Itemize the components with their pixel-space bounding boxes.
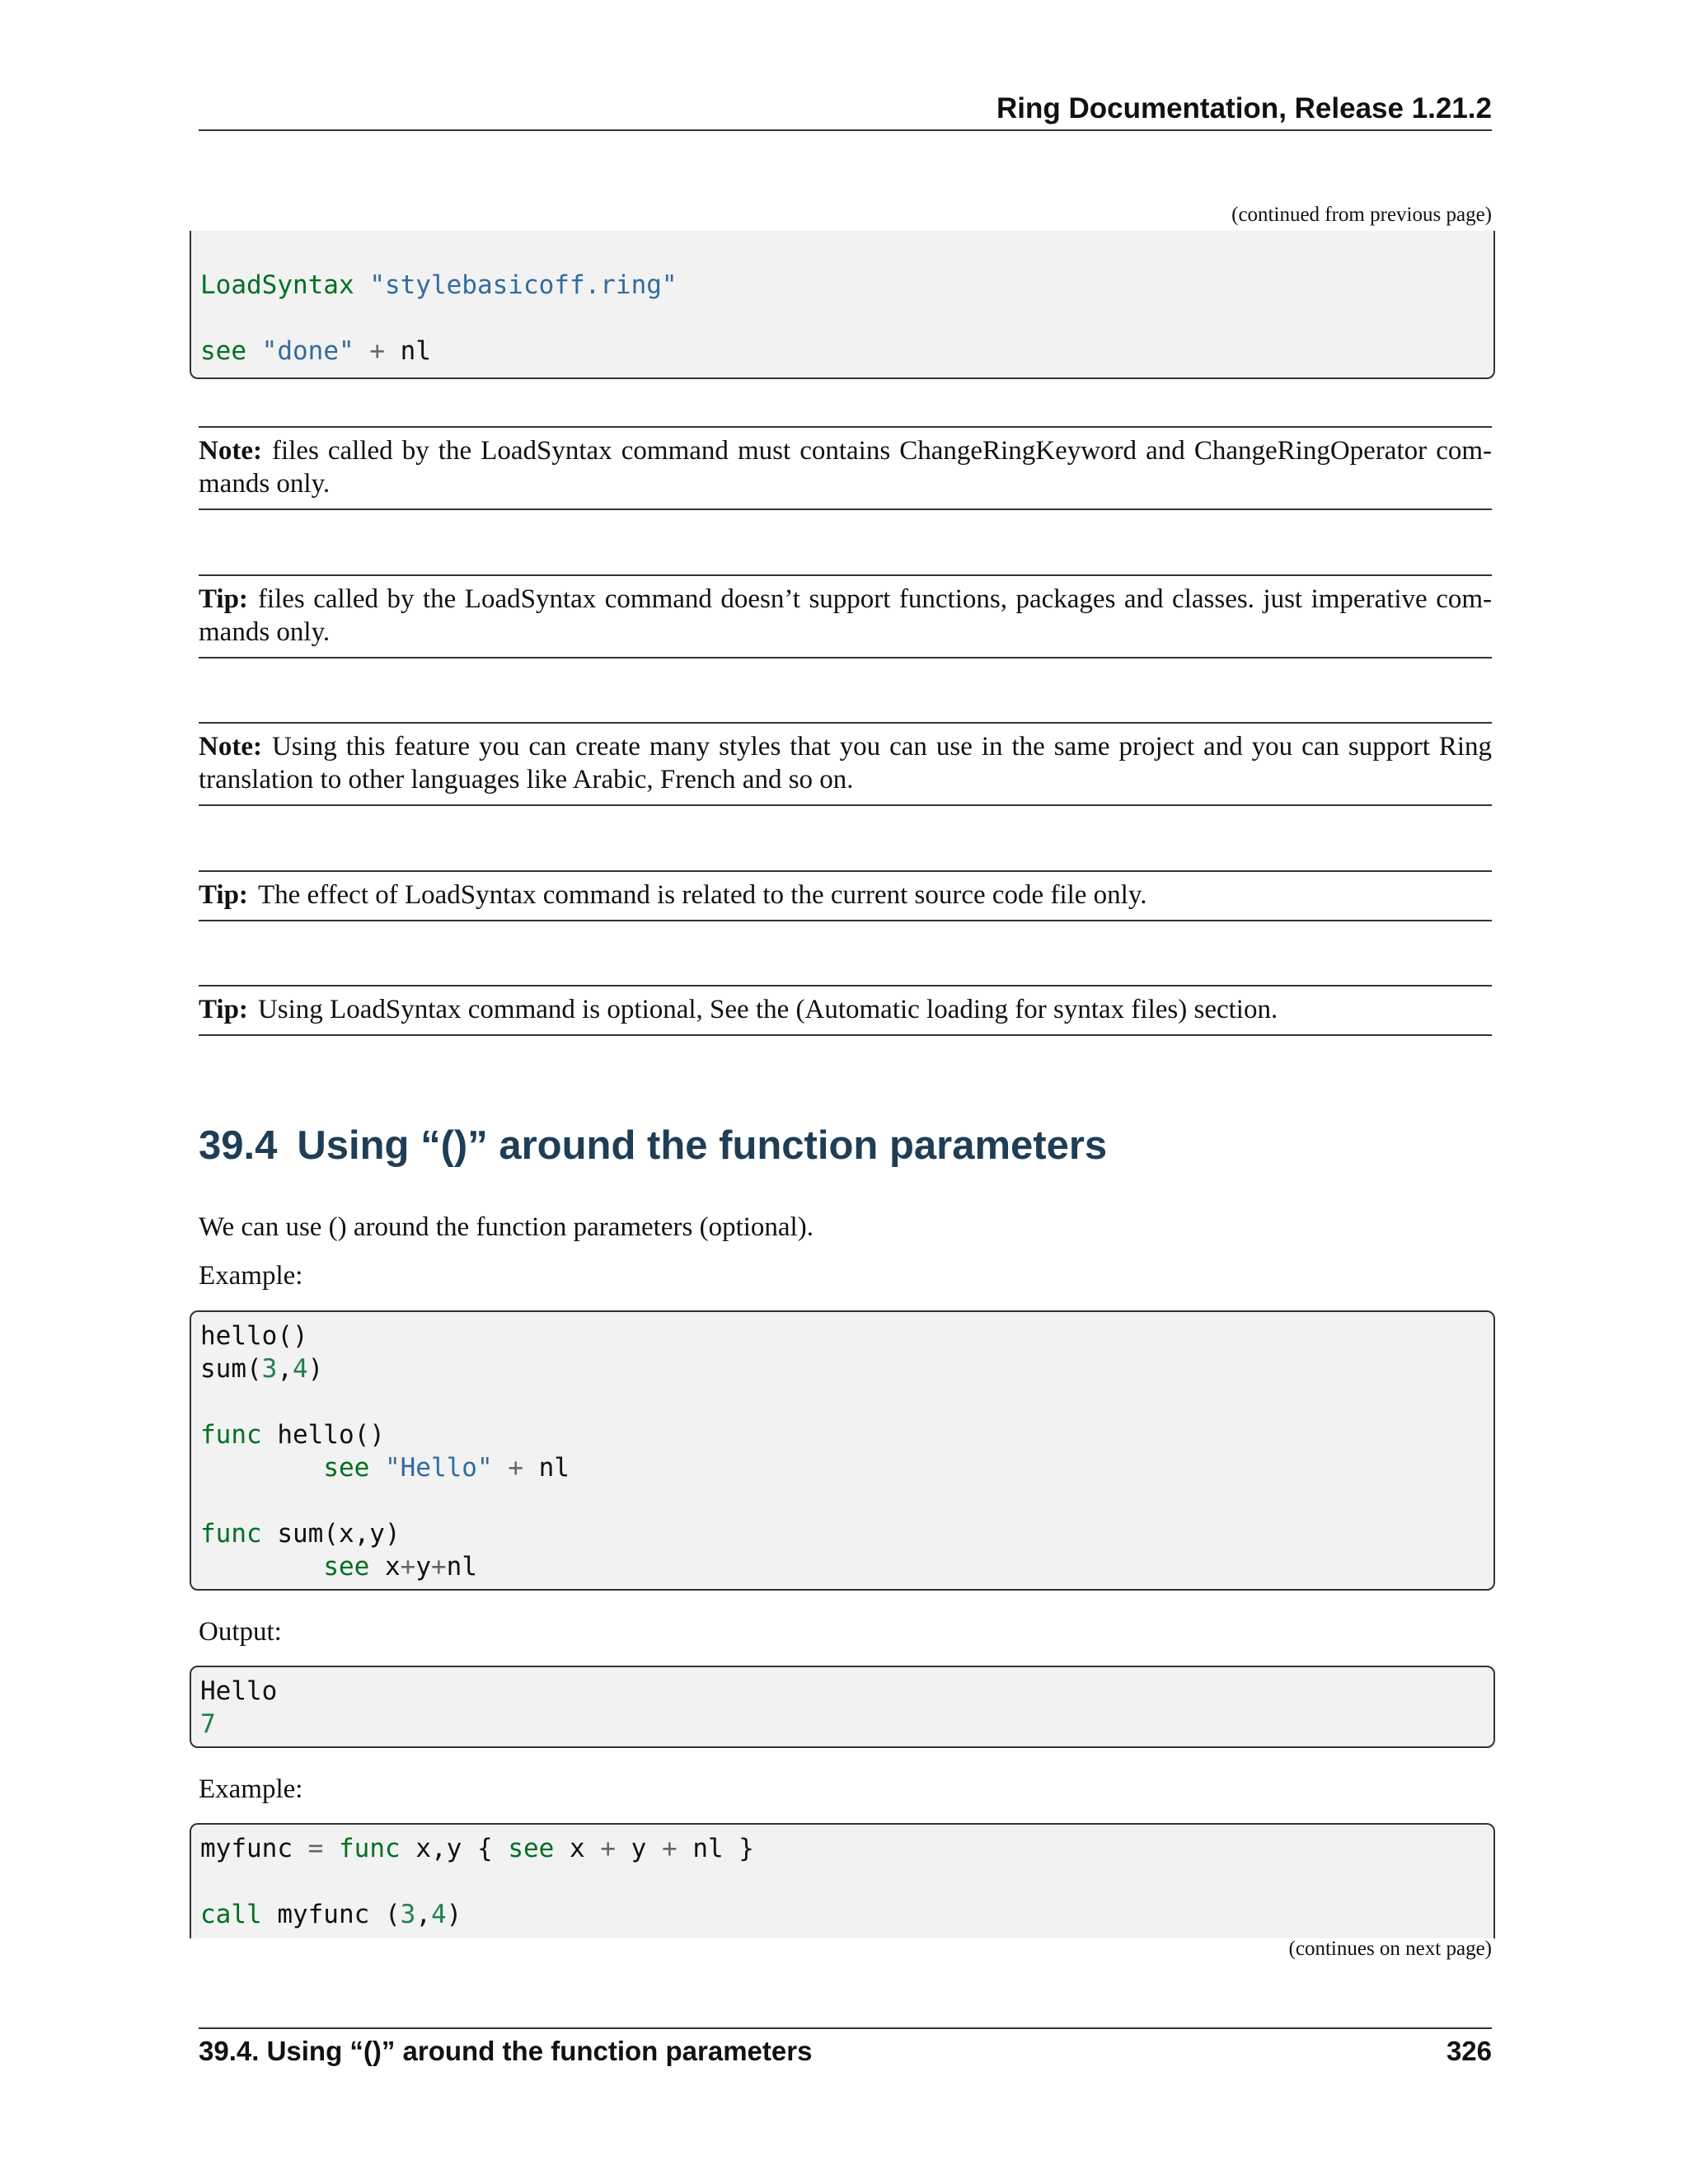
code-line bbox=[200, 1517, 1493, 1550]
code-line-blank bbox=[200, 302, 1493, 335]
code-line bbox=[200, 1898, 1493, 1931]
admonition-label: Note: bbox=[199, 732, 262, 762]
keyword: see bbox=[200, 336, 246, 366]
code-line: hello() bbox=[200, 1321, 308, 1351]
intro-paragraph: We can use () around the function parameters (optional). bbox=[199, 1212, 814, 1242]
code-line-blank bbox=[200, 1484, 1493, 1517]
string-literal: "done" bbox=[261, 336, 354, 366]
keyword: func bbox=[200, 1420, 262, 1450]
identifier: x,y { bbox=[400, 1834, 509, 1863]
section-heading bbox=[199, 1122, 1107, 1169]
code-block-anonymous-func bbox=[190, 1823, 1495, 1938]
output-line: Hello bbox=[200, 1676, 278, 1706]
punctuation: ) bbox=[307, 1354, 324, 1384]
number-literal: 4 bbox=[293, 1354, 308, 1384]
identifier: sum(x,y) bbox=[261, 1519, 401, 1549]
operator: = bbox=[307, 1834, 324, 1863]
code-line bbox=[200, 1832, 1493, 1865]
tip-admonition bbox=[199, 870, 1492, 921]
keyword: see bbox=[508, 1834, 555, 1863]
admonition-label: Tip: bbox=[199, 995, 248, 1024]
identifier: hello() bbox=[261, 1420, 385, 1450]
identifier: nl } bbox=[677, 1834, 754, 1863]
number-literal: 3 bbox=[400, 1900, 416, 1929]
keyword: LoadSyntax bbox=[200, 270, 354, 300]
indent bbox=[200, 1453, 323, 1483]
code-line bbox=[200, 1352, 1493, 1385]
section-title: Using “()” around the function parameters bbox=[297, 1123, 1108, 1168]
string-literal: "Hello" bbox=[384, 1453, 493, 1483]
code-line bbox=[200, 1550, 1493, 1583]
admonition-text: The effect of LoadSyntax command is related to the current source code file only. bbox=[257, 880, 1147, 910]
punctuation: , bbox=[415, 1900, 431, 1929]
keyword: see bbox=[323, 1552, 370, 1582]
output-line: 7 bbox=[200, 1709, 216, 1739]
identifier: myfunc bbox=[200, 1834, 308, 1863]
note-admonition bbox=[199, 426, 1492, 510]
header-rule bbox=[199, 129, 1492, 131]
example-label: Example: bbox=[199, 1261, 303, 1291]
note-admonition bbox=[199, 722, 1492, 806]
tip-admonition bbox=[199, 985, 1492, 1036]
admonition-text: files called by the LoadSyntax command doesn’t support functions, packages and classes. just imperative com-mands only. bbox=[199, 584, 1492, 647]
keyword: call bbox=[200, 1900, 262, 1929]
identifier: sum( bbox=[200, 1354, 262, 1384]
identifier: nl bbox=[400, 336, 431, 366]
code-line bbox=[200, 269, 1493, 302]
output-block bbox=[190, 1666, 1495, 1748]
operator: + bbox=[400, 1552, 416, 1582]
footer-rule bbox=[199, 2027, 1492, 2029]
admonition-label: Note: bbox=[199, 436, 262, 466]
continues-on-label: (continues on next page) bbox=[1288, 1938, 1492, 1960]
code-line bbox=[200, 335, 1493, 368]
identifier: y bbox=[615, 1834, 662, 1863]
output-label: Output: bbox=[199, 1617, 282, 1647]
code-block-functions bbox=[190, 1310, 1495, 1591]
running-header-title: Ring Documentation, Release 1.21.2 bbox=[996, 92, 1492, 124]
admonition-label: Tip: bbox=[199, 880, 248, 910]
punctuation: , bbox=[277, 1354, 293, 1384]
identifier: myfunc ( bbox=[261, 1900, 401, 1929]
admonition-label: Tip: bbox=[199, 584, 248, 614]
code-line bbox=[200, 1451, 1493, 1484]
admonition-text: Using LoadSyntax command is optional, See the (Automatic loading for syntax files) section. bbox=[257, 995, 1278, 1024]
identifier: y bbox=[415, 1552, 431, 1582]
code-line-blank bbox=[200, 1385, 1493, 1418]
tip-admonition bbox=[199, 574, 1492, 658]
admonition-text: files called by the LoadSyntax command must contains ChangeRingKeyword and ChangeRingOperator com-mands only. bbox=[199, 436, 1492, 499]
operator: + bbox=[600, 1834, 616, 1863]
continued-from-label: (continued from previous page) bbox=[1231, 204, 1492, 226]
page-number: 326 bbox=[1446, 2036, 1492, 2066]
section-number: 39.4 bbox=[199, 1123, 278, 1168]
code-line bbox=[200, 1418, 1493, 1451]
operator: + bbox=[508, 1453, 523, 1483]
indent bbox=[200, 1552, 323, 1582]
keyword: func bbox=[339, 1834, 401, 1863]
footer-section-title: 39.4. Using “()” around the function parameters bbox=[199, 2036, 813, 2066]
operator: + bbox=[661, 1834, 678, 1863]
keyword: func bbox=[200, 1519, 262, 1549]
keyword: see bbox=[323, 1453, 370, 1483]
identifier: nl bbox=[446, 1552, 477, 1582]
string-literal: "stylebasicoff.ring" bbox=[369, 270, 678, 300]
operator: + bbox=[431, 1552, 447, 1582]
punctuation: ) bbox=[446, 1900, 462, 1929]
code-line-blank bbox=[200, 1865, 1493, 1898]
identifier: x bbox=[554, 1834, 601, 1863]
number-literal: 3 bbox=[261, 1354, 278, 1384]
code-block-loadsyntax bbox=[190, 231, 1495, 379]
identifier: nl bbox=[538, 1453, 570, 1483]
admonition-text: Using this feature you can create many styles that you can use in the same project and you can support Ring translation to other languages like Arabic, French and so on. bbox=[199, 732, 1492, 794]
identifier: x bbox=[384, 1552, 401, 1582]
number-literal: 4 bbox=[430, 1900, 447, 1929]
example-label: Example: bbox=[199, 1774, 303, 1804]
operator: + bbox=[369, 336, 385, 366]
